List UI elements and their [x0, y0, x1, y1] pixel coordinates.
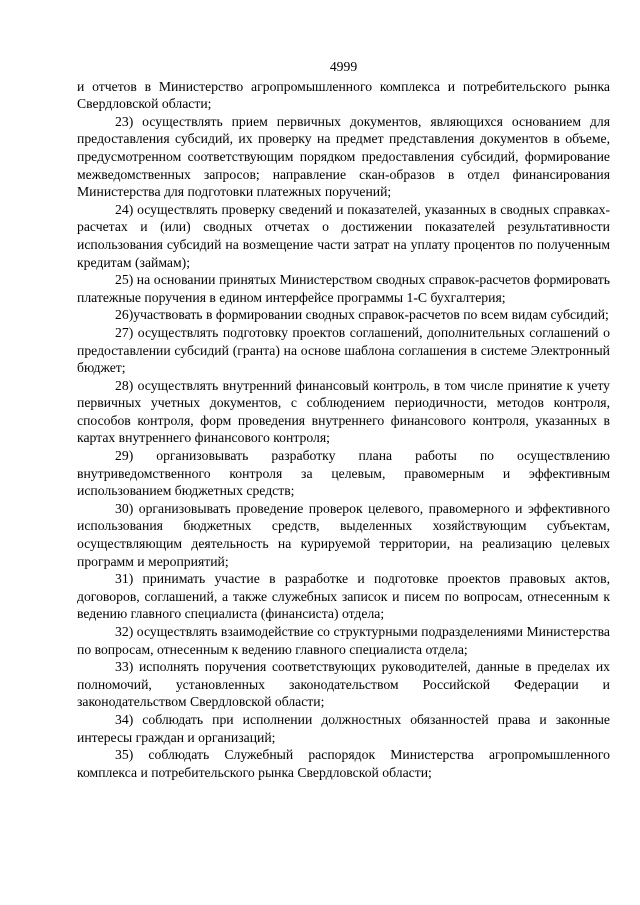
paragraph-item-26: 26)участвовать в формировании сводных справок-расчетов по всем видам субсидий; [115, 307, 609, 323]
paragraph-item-30: 30) организовывать проведение проверок целевого, правомерного и эффективного использования бюджетных средств, выделенных хозяйствующим субъектам, осуществляющим деятельность на курируемой территории, на реализацию целевых программ и мероприятий; [77, 500, 610, 569]
paragraph-item-28: 28) осуществлять внутренний финансовый контроль, в том числе принятие к учету первичных учетных документов, с соблюдением периодичности, методов контроля, способов контроля, форм проведения внутреннего финансового контроля, указанных в картах внутреннего финансового контроля; [77, 377, 610, 446]
paragraph-item-31: 31) принимать участие в разработке и подготовке проектов правовых актов, договоров, соглашений, а также служебных записок и писем по вопросам, отнесенным к ведению главного специалиста (финансиста) отдела; [77, 571, 610, 622]
document-page [77, 58, 610, 781]
paragraph-item-27: 27) осуществлять подготовку проектов соглашений, дополнительных соглашений о предоставлении субсидий (гранта) на основе шаблона соглашения в системе Электронный бюджет; [77, 324, 610, 376]
paragraph-item-29: 29) организовывать разработку плана работы по осуществлению внутриведомственного контроля за целевым, правомерным и эффективным использованием бюджетных средств; [77, 448, 610, 499]
page-number: 4999 [329, 59, 358, 74]
paragraph-item-24: 24) осуществлять проверку сведений и показателей, указанных в сводных справках-расчетах и (или) сводных отчетах о достижении показателей результативности использования субсидий на возмещение части затрат на уплату процентов по полученным кредитам (займам); [77, 201, 610, 270]
paragraph-item-34: 34) соблюдать при исполнении должностных обязанностей права и законные интересы граждан и организаций; [77, 711, 610, 745]
paragraph-item-25: 25) на основании принятых Министерством сводных справок-расчетов формировать платежные поручения в едином интерфейсе программы 1-С бухгалтерия; [77, 272, 610, 305]
paragraph-item-35: 35) соблюдать Служебный распорядок Министерства агропромышленного комплекса и потребительского рынка Свердловской области; [77, 747, 610, 780]
paragraph-item-33: 33) исполнять поручения соответствующих руководителей, данные в пределах их полномочий, установленных законодательством Российской Федерации и законодательством Свердловской области; [77, 659, 610, 710]
paragraph-item-32: 32) осуществлять взаимодействие со структурными подразделениями Министерства по вопросам, отнесенным к ведению главного специалиста отдела; [77, 624, 610, 657]
paragraph-item-23: 23) осуществлять прием первичных документов, являющихся основанием для предоставления субсидий, их проверку на предмет представления документов в объеме, предусмотренном соответствующим порядком предоставления субсидий, формирование межведомственных запросов; направление скан-образов в отдел финансирования Министерства для подготовки платежных поручений; [77, 113, 610, 200]
paragraph-continuation: и отчетов в Министерство агропромышленного комплекса и потребительского рынка Свердловской области; [77, 78, 610, 112]
